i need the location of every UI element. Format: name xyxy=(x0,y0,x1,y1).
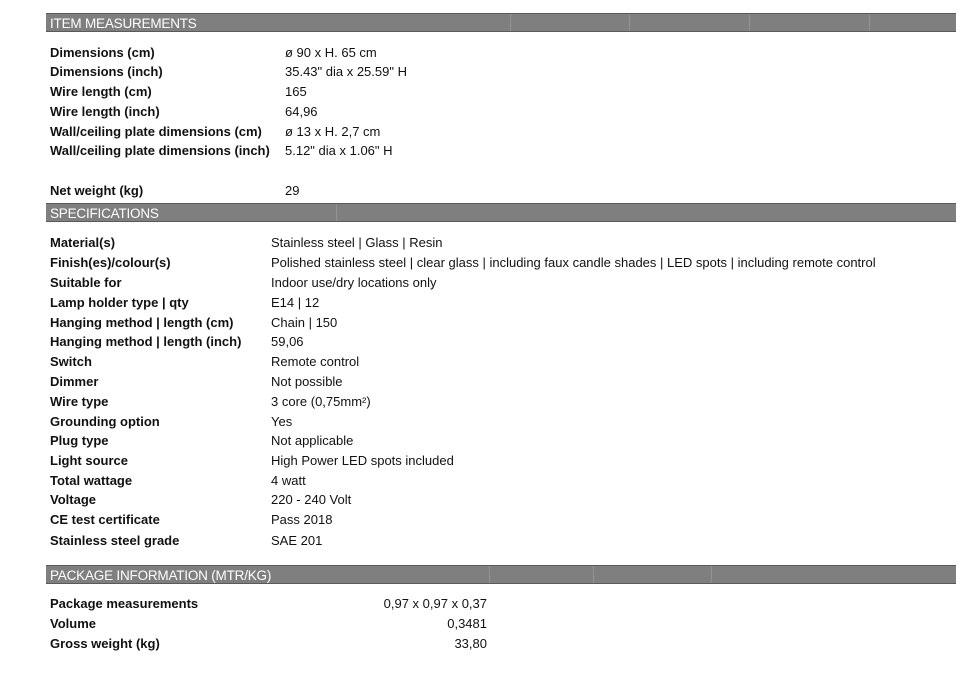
cell-divider xyxy=(489,566,490,583)
row-label: Wire type xyxy=(50,394,109,409)
row-value: Chain | 150 xyxy=(271,315,338,330)
row-label: Lamp holder type | qty xyxy=(50,295,189,310)
row-value: 0,3481 xyxy=(447,616,487,631)
section-header-specifications xyxy=(46,203,956,222)
row-value: Not applicable xyxy=(271,433,354,448)
row-label: Gross weight (kg) xyxy=(50,636,160,651)
row-value: 220 - 240 Volt xyxy=(271,492,352,507)
row-value: 35.43" dia x 25.59" H xyxy=(285,64,407,79)
section-title: ITEM MEASUREMENTS xyxy=(50,16,197,31)
row-label: Dimensions (inch) xyxy=(50,64,163,79)
row-label: Wall/ceiling plate dimensions (cm) xyxy=(50,124,262,139)
row-label: Switch xyxy=(50,354,92,369)
row-value: E14 | 12 xyxy=(271,295,320,310)
cell-divider xyxy=(629,14,630,31)
row-label: Light source xyxy=(50,453,129,468)
row-label: CE test certificate xyxy=(50,512,160,527)
row-label: Volume xyxy=(50,616,96,631)
row-value: ø 13 x H. 2,7 cm xyxy=(285,124,381,139)
cell-divider xyxy=(510,14,511,31)
row-label: Wire length (cm) xyxy=(50,84,152,99)
section-header-item-measurements xyxy=(46,13,956,32)
row-value: 33,80 xyxy=(454,636,487,651)
row-value: 0,97 x 0,97 x 0,37 xyxy=(383,596,487,611)
row-label: Suitable for xyxy=(50,275,122,290)
row-label: Wall/ceiling plate dimensions (inch) xyxy=(50,143,270,158)
row-label: Hanging method | length (cm) xyxy=(50,315,234,330)
row-label: Plug type xyxy=(50,433,109,448)
row-value: Yes xyxy=(271,414,293,429)
row-value: 59,06 xyxy=(271,334,304,349)
row-value: 5.12" dia x 1.06" H xyxy=(285,143,393,158)
row-value: High Power LED spots included xyxy=(271,453,454,468)
row-label: Stainless steel grade xyxy=(50,533,180,548)
row-label: Package measurements xyxy=(50,596,199,611)
cell-divider xyxy=(711,566,712,583)
row-value: Indoor use/dry locations only xyxy=(271,275,437,290)
cell-divider xyxy=(593,566,594,583)
row-value: SAE 201 xyxy=(271,533,323,548)
cell-divider xyxy=(749,14,750,31)
row-value: 4 watt xyxy=(271,473,306,488)
row-label: Material(s) xyxy=(50,235,116,250)
cell-divider xyxy=(869,14,870,31)
row-label: Net weight (kg) xyxy=(50,183,144,198)
row-value: ø 90 x H. 65 cm xyxy=(285,45,377,60)
row-label: Total wattage xyxy=(50,473,133,488)
row-value: 29 xyxy=(285,183,300,198)
row-value: 3 core (0,75mm²) xyxy=(271,394,371,409)
row-value: Pass 2018 xyxy=(271,512,333,527)
row-value: Not possible xyxy=(271,374,343,389)
cell-divider xyxy=(336,204,337,221)
section-title: SPECIFICATIONS xyxy=(50,206,159,221)
row-label: Wire length (inch) xyxy=(50,104,160,119)
row-value: Polished stainless steel | clear glass | including faux candle shades | LED spots | including remote control xyxy=(271,255,876,270)
section-header-package-information xyxy=(46,565,956,584)
row-label: Finish(es)/colour(s) xyxy=(50,255,171,270)
row-label: Dimmer xyxy=(50,374,99,389)
row-value: Stainless steel | Glass | Resin xyxy=(271,235,443,250)
row-label: Grounding option xyxy=(50,414,160,429)
row-label: Dimensions (cm) xyxy=(50,45,155,60)
row-value: 64,96 xyxy=(285,104,318,119)
row-value: Remote control xyxy=(271,354,360,369)
section-title: PACKAGE INFORMATION (MTR/KG) xyxy=(50,568,272,583)
row-label: Voltage xyxy=(50,492,96,507)
row-label: Hanging method | length (inch) xyxy=(50,334,242,349)
row-value: 165 xyxy=(285,84,307,99)
